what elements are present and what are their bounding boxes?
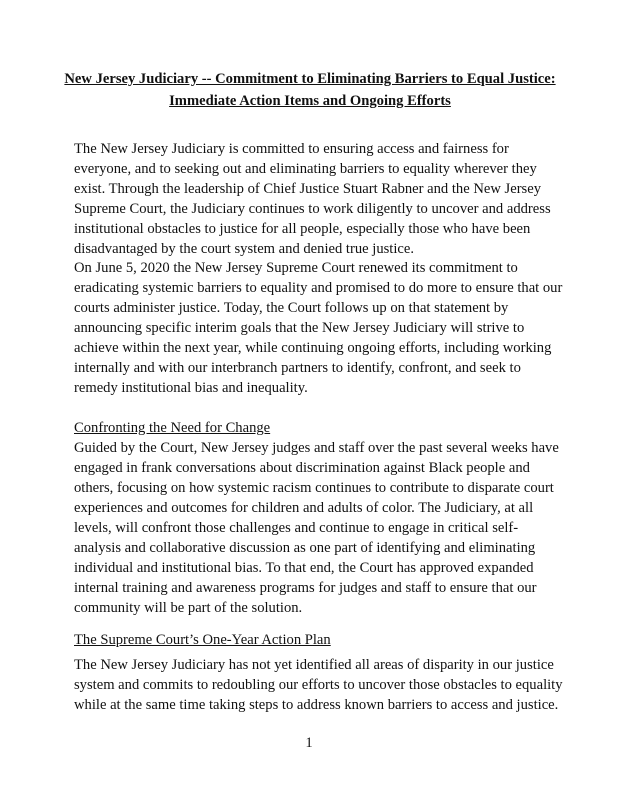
intro-paragraph-1: The New Jersey Judiciary is committed to ensuring access and fairness for everyone, and to seeking out and eliminating barriers to equality wherever they exist. Through the leadership of Chief Justice Stuart Rabner and the New Jersey Supreme Court, the Judiciary continues to work diligently to uncover and address institutional obstacles to justice for all people, especially those who have been disadvantaged by the court system and denied true justice. [74, 141, 551, 257]
section-heading-action-plan: The Supreme Court’s One-Year Action Plan [74, 632, 331, 648]
page-number: 1 [305, 735, 313, 751]
section-body-confronting-change: Guided by the Court, New Jersey judges and staff over the past several weeks have engaged in frank conversations about discrimination against Black people and others, focusing on how systemic racism continues to contribute to disparate court experiences and outcomes for children and adults of color. The Judiciary, at all levels, will confront those challenges and continue to engage in critical self-analysis and collaborative discussion as one part of identifying and eliminating individual and institutional bias. To that end, the Court has approved expanded internal training and awareness programs for judges and staff to ensure that our community will be part of the solution. [74, 440, 559, 616]
document-title: New Jersey Judiciary -- Commitment to Eliminating Barriers to Equal Justice: Immediate Action Items and Ongoing Efforts [64, 71, 556, 109]
intro-paragraph-2: On June 5, 2020 the New Jersey Supreme Court renewed its commitment to eradicating systemic barriers to equality and promised to do more to ensure that our courts administer justice. Today, the Court follows up on that statement by announcing specific interim goals that the New Jersey Judiciary will strive to achieve within the next year, while continuing ongoing efforts, including working internally and with our interbranch partners to identify, confront, and seek to remedy institutional bias and inequality. [74, 260, 563, 396]
section-body-action-plan: The New Jersey Judiciary has not yet identified all areas of disparity in our justice system and commits to redoubling our efforts to uncover those obstacles to equality while at the same time taking steps to address known barriers to access and justice. [74, 657, 563, 713]
section-heading-confronting-change: Confronting the Need for Change [74, 420, 271, 436]
